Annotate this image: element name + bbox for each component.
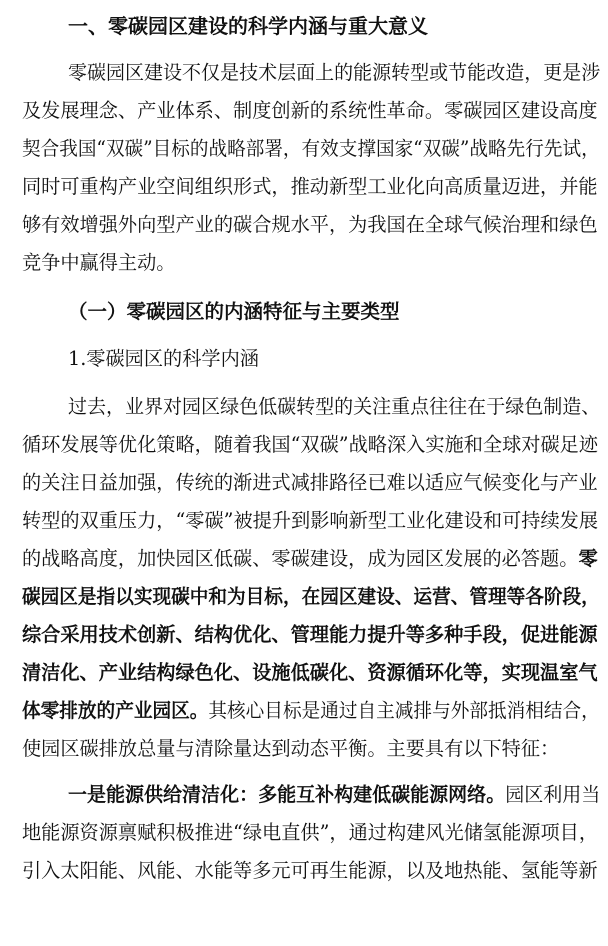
paragraph-text: 园区利用当 [505,783,601,806]
paragraph-line: 转型的双重压力，“零碳”被提升到影响新型工业化建设和可持续发展 [22,509,599,532]
paragraph-line: 引入太阳能、风能、水能等多元可再生能源，以及地热能、氢能等新 [22,859,598,882]
paragraph-line: 契合我国“双碳”目标的战略部署，有效支撑国家“双碳”战略先行先试， [22,137,600,160]
paragraph-line: 同时可重构产业空间组织形式，推动新型工业化向高质量迈进，并能 [22,175,598,198]
paragraph-line [22,547,598,571]
section-heading: 一、零碳园区建设的科学内涵与重大意义 [68,14,428,38]
paragraph-line: 零碳园区建设不仅是技术层面上的能源转型或节能改造，更是涉 [68,61,601,84]
paragraph-line: 循环发展等优化策略，随着我国“双碳”战略深入实施和全球对碳足迹 [22,433,599,456]
definition-bold-line: 清洁化、产业结构绿色化、设施低碳化、资源循环化等，实现温室气 [22,661,598,684]
subsubsection-heading: 1.零碳园区的科学内涵 [68,347,259,370]
paragraph-line: 地能源资源禀赋积极推进“绿电直供”，通过构建风光储氢能源项目， [22,821,599,844]
paragraph-line [68,783,601,807]
definition-bold-line: 综合采用技术创新、结构优化、管理能力提升等多种手段，促进能源 [22,623,598,646]
paragraph-text: 的战略高度，加快园区低碳、零碳建设，成为园区发展的必答题。 [22,547,579,570]
paragraph-line: 够有效增强外向型产业的碳合规水平，为我国在全球气候治理和绿色 [22,213,598,236]
feature-heading: 一是能源供给清洁化：多能互补构建低碳能源网络。 [68,783,506,806]
paragraph-line: 的关注日益加强，传统的渐进式减排路径已难以适应气候变化与产业 [22,471,598,494]
definition-bold-line: 碳园区是指以实现碳中和为目标，在园区建设、运营、管理等各阶段， [22,585,600,608]
paragraph-line: 使园区碳排放总量与清除量达到动态平衡。主要具有以下特征： [22,737,560,760]
paragraph-text: 其核心目标是通过自主减排与外部抵消相结合， [208,699,600,722]
paragraph-line: 及发展理念、产业体系、制度创新的系统性革命。零碳园区建设高度 [22,99,598,122]
definition-bold-text: 体零排放的产业园区。 [22,699,209,722]
paragraph-line [22,699,600,723]
paragraph-line: 竞争中赢得主动。 [22,251,176,274]
definition-bold-text: 零 [578,547,598,570]
subsection-heading: （一）零碳园区的内涵特征与主要类型 [68,300,400,323]
paragraph-line: 过去，业界对园区绿色低碳转型的关注重点往往在于绿色制造、 [68,395,601,418]
